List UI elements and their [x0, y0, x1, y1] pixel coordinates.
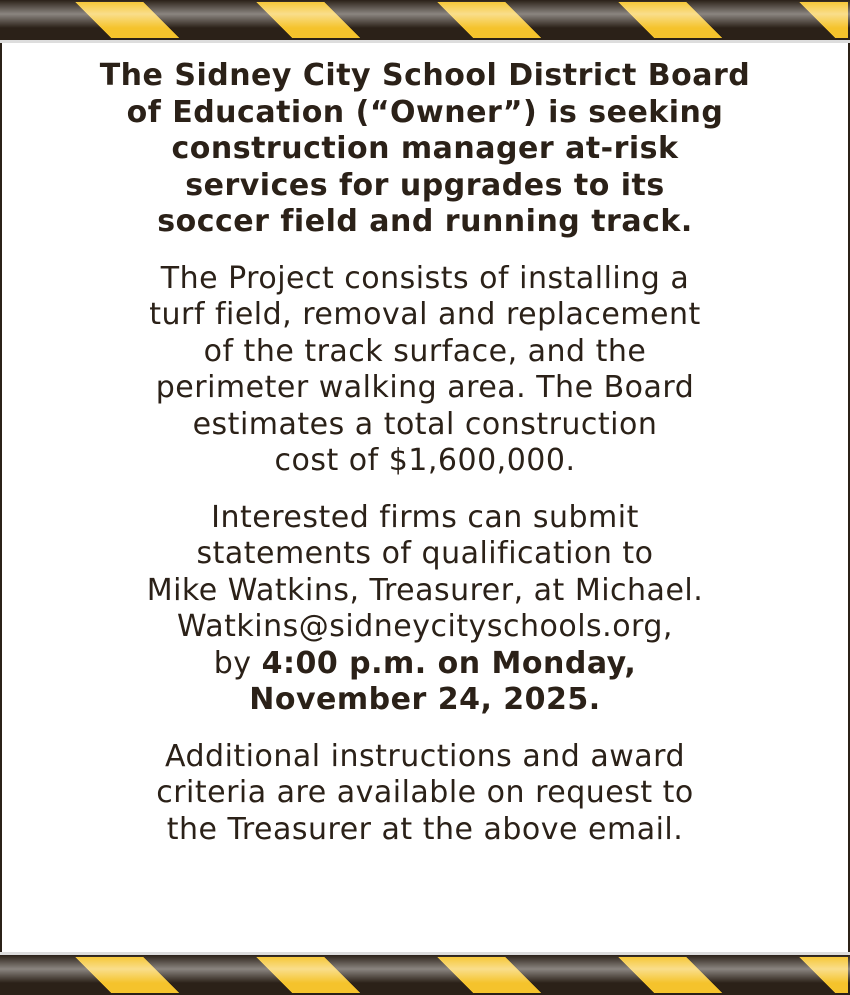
notice-body [40, 58, 810, 868]
hazard-stripe-top [0, 0, 850, 43]
deadline: 4:00 p.m. on Monday, November 24, 2025. [249, 645, 637, 717]
project-description: The Project consists of installing a turf field, removal and replacement of the track surface, and the perimeter walking area. The Board estimates a total construction cost of $1,600,000. [149, 260, 701, 478]
additional-info: Additional instructions and award criteria are available on request to the Treasurer at the above email. [156, 738, 694, 847]
submission-text: Interested firms can submit statements of qualification to Mike Watkins, Treasurer, at Michael. Watkins@sidneycityschools.org, by [146, 499, 704, 681]
hazard-stripe-bottom [0, 952, 850, 995]
submission-instructions [40, 500, 810, 719]
notice-heading: The Sidney City School District Board of Education (“Owner”) is seeking construction manager at-risk services for upgrades to its soccer field and running track. [99, 58, 751, 239]
